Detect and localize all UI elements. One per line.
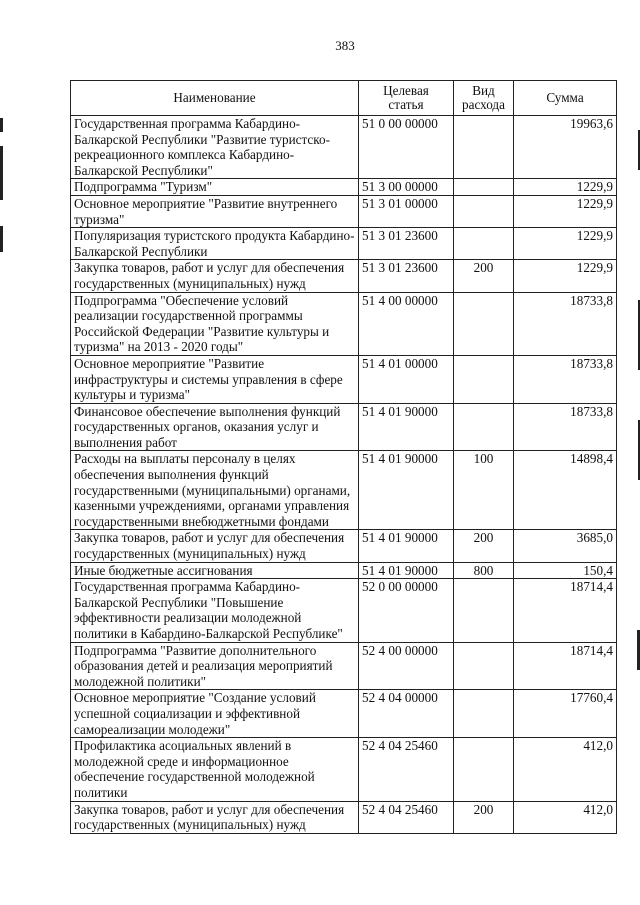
row-code: 51 3 01 23600	[359, 228, 454, 260]
table-row	[71, 530, 617, 562]
row-type	[454, 642, 514, 690]
row-sum: 18714,4	[514, 642, 617, 690]
row-name: Подпрограмма "Туризм"	[71, 179, 359, 196]
row-name: Подпрограмма "Развитие дополнительного образования детей и реализация мероприятий молодежной политики"	[71, 642, 359, 690]
row-code: 51 4 01 90000	[359, 403, 454, 451]
row-code: 51 4 01 00000	[359, 355, 454, 403]
row-name: Финансовое обеспечение выполнения функций государственных органов, оказания услуг и выполнения работ	[71, 403, 359, 451]
row-sum: 14898,4	[514, 451, 617, 530]
row-sum: 150,4	[514, 562, 617, 579]
row-type	[454, 228, 514, 260]
row-code: 51 4 01 90000	[359, 451, 454, 530]
page-number: 383	[335, 38, 355, 53]
row-name: Закупка товаров, работ и услуг для обеспечения государственных (муниципальных) нужд	[71, 530, 359, 562]
scan-edge-mark-left	[0, 118, 3, 132]
row-name: Расходы на выплаты персоналу в целях обеспечения выполнения функций государственными (муниципальными) органами, казенными учреждениями, органами управления государственными внебюджетными фондами	[71, 451, 359, 530]
table-row	[71, 228, 617, 260]
table-row	[71, 179, 617, 196]
header-name: Наименование	[71, 81, 359, 116]
row-sum: 1229,9	[514, 260, 617, 292]
row-name: Популяризация туристского продукта Кабардино-Балкарской Республики	[71, 228, 359, 260]
row-type	[454, 403, 514, 451]
row-code: 51 4 00 00000	[359, 292, 454, 355]
table-row	[71, 579, 617, 642]
table-row	[71, 116, 617, 179]
row-type: 200	[454, 530, 514, 562]
row-sum: 18733,8	[514, 292, 617, 355]
row-code: 52 0 00 00000	[359, 579, 454, 642]
row-code: 51 3 01 23600	[359, 260, 454, 292]
row-name: Закупка товаров, работ и услуг для обеспечения государственных (муниципальных) нужд	[71, 801, 359, 833]
row-code: 52 4 04 25460	[359, 801, 454, 833]
table-row	[71, 451, 617, 530]
row-sum: 18733,8	[514, 355, 617, 403]
row-type	[454, 116, 514, 179]
row-name: Иные бюджетные ассигнования	[71, 562, 359, 579]
scan-edge-mark-left	[0, 226, 3, 252]
row-sum: 19963,6	[514, 116, 617, 179]
row-type	[454, 179, 514, 196]
row-type	[454, 195, 514, 227]
row-code: 52 4 04 00000	[359, 690, 454, 738]
scan-edge-mark-left	[0, 146, 3, 200]
table-header-row	[71, 81, 617, 116]
row-name: Профилактика асоциальных явлений в молодежной среде и информационное обеспечение государственной молодежной политики	[71, 738, 359, 801]
row-name: Основное мероприятие "Создание условий успешной социализации и эффективной самореализации молодежи"	[71, 690, 359, 738]
row-type: 100	[454, 451, 514, 530]
row-sum: 18733,8	[514, 403, 617, 451]
row-name: Государственная программа Кабардино-Балкарской Республики "Развитие туристско-рекреационного комплекса Кабардино-Балкарской Республики"	[71, 116, 359, 179]
row-sum: 1229,9	[514, 228, 617, 260]
table-row	[71, 403, 617, 451]
row-type: 200	[454, 260, 514, 292]
table-row	[71, 195, 617, 227]
table-row	[71, 355, 617, 403]
row-code: 51 4 01 90000	[359, 530, 454, 562]
header-code: Целевая статья	[359, 81, 454, 116]
row-code: 51 3 00 00000	[359, 179, 454, 196]
table-row	[71, 260, 617, 292]
row-code: 51 3 01 00000	[359, 195, 454, 227]
table-row	[71, 801, 617, 833]
row-sum: 412,0	[514, 801, 617, 833]
row-code: 52 4 04 25460	[359, 738, 454, 801]
header-type: Вид расхода	[454, 81, 514, 116]
row-type: 200	[454, 801, 514, 833]
row-sum: 17760,4	[514, 690, 617, 738]
row-sum: 1229,9	[514, 179, 617, 196]
row-type	[454, 738, 514, 801]
row-sum: 3685,0	[514, 530, 617, 562]
row-type	[454, 690, 514, 738]
row-sum: 412,0	[514, 738, 617, 801]
row-type: 800	[454, 562, 514, 579]
table-row	[71, 642, 617, 690]
budget-table	[70, 80, 617, 834]
row-name: Основное мероприятие "Развитие внутреннего туризма"	[71, 195, 359, 227]
table-row	[71, 562, 617, 579]
header-sum: Сумма	[514, 81, 617, 116]
row-name: Основное мероприятие "Развитие инфраструктуры и системы управления в сфере культуры и туризма"	[71, 355, 359, 403]
table-row	[71, 738, 617, 801]
table-row	[71, 690, 617, 738]
row-type	[454, 355, 514, 403]
row-name: Подпрограмма "Обеспечение условий реализации государственной программы Российской Федерации "Развитие культуры и туризма" на 2013 - 2020 годы"	[71, 292, 359, 355]
row-type	[454, 292, 514, 355]
row-name: Государственная программа Кабардино-Балкарской Республики "Повышение эффективности реализации молодежной политики в Кабардино-Балкарской Республике"	[71, 579, 359, 642]
row-sum: 18714,4	[514, 579, 617, 642]
row-type	[454, 579, 514, 642]
row-sum: 1229,9	[514, 195, 617, 227]
row-code: 51 4 01 90000	[359, 562, 454, 579]
row-code: 51 0 00 00000	[359, 116, 454, 179]
row-code: 52 4 00 00000	[359, 642, 454, 690]
row-name: Закупка товаров, работ и услуг для обеспечения государственных (муниципальных) нужд	[71, 260, 359, 292]
table-row	[71, 292, 617, 355]
